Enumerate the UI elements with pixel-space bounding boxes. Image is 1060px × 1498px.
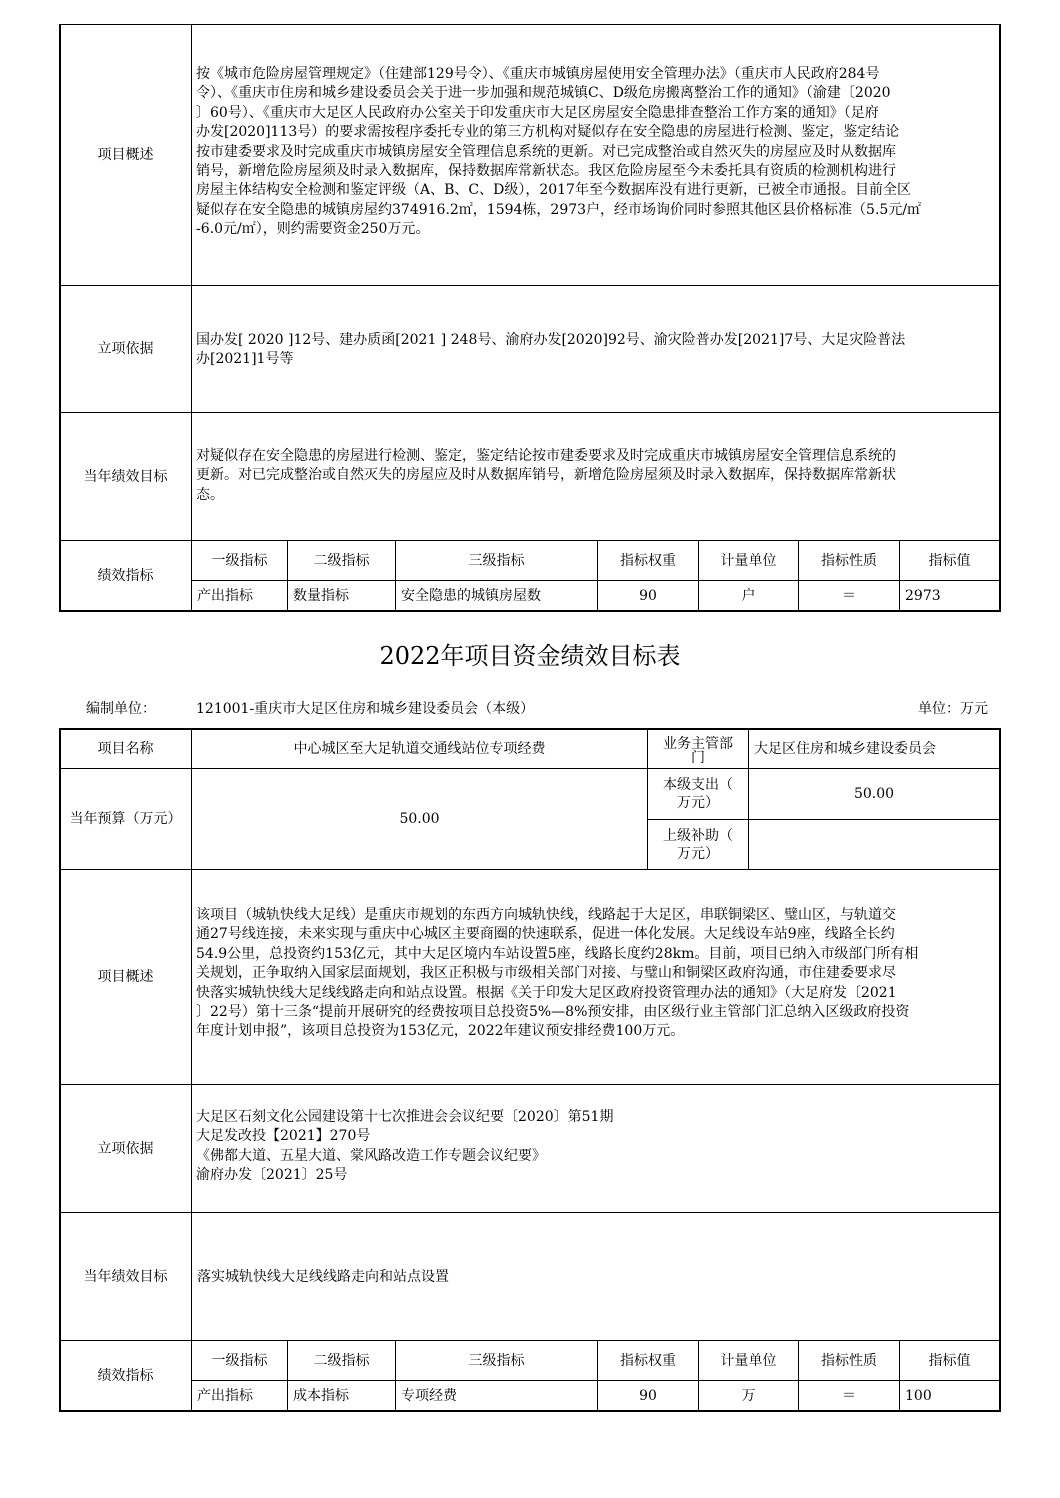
b2-overview-text: 该项目（城轨快线大足线）是重庆市规划的东西方向城轨快线，线路起于大足区，串联铜梁区、璧山区，与轨道交 通27号线连接，未来实现与重庆中心城区主要商圈的快速联系，促进一体化发展。大足线设车站9座，线路全长约 54.9公里，总投资约153亿元，其中大足区境内车站设置5座，线路长度约28km。目前，项目已纳入市级部门所有相 关规划，正争取纳入国家层面规划，我区正积极与市级相关部门对接、与璧山和铜梁区政府沟通，市住建委要求尽 快落实城轨快线大足线线路走向和站点设置。根据《关于印发大足区政府投资管理办法的通知》（大足府发〔2021 〕22号）第十三条“提前开展研究的经费按项目总投资5%—8%预安排，由区级行业主管部门汇总纳入区级政府投资 年度计划申报”，该项目总投资为153亿元，2022年建议预安排经费100万元。 [196,907,919,1040]
header-level3: 三级指标 [468,552,525,569]
b2-budget-label: 当年预算（万元） [69,811,182,827]
b2-local-label: 本级支出（ 万元） [663,777,733,811]
b2-local-value: 50.00 [853,786,895,802]
b1-goal-label: 当年绩效目标 [83,468,168,485]
currency-unit: 单位：万元 [918,701,988,717]
row-level1: 产出指标 [197,1387,253,1404]
row-level1: 产出指标 [197,587,253,604]
row-level2: 成本指标 [293,1387,349,1404]
compile-unit-prefix: 编制单位： [86,701,156,717]
header-weight: 指标权重 [620,1352,676,1369]
header-value: 指标值 [928,552,971,569]
row-weight: 90 [639,587,657,604]
header-unit: 计量单位 [720,552,777,569]
row-level3: 安全隐患的城镇房屋数 [401,587,541,604]
header-level2: 二级指标 [313,1352,370,1369]
row-unit: 户 [741,587,756,604]
header-level2: 二级指标 [313,552,370,569]
header-weight: 指标权重 [620,552,676,569]
row-value: 100 [905,1387,932,1404]
row-nature: ＝ [842,587,856,604]
b2-indicator-label: 绩效指标 [97,1367,154,1384]
page-title: 2022年项目资金绩效目标表 [379,642,681,670]
b2-dept-label: 业务主管部 门 [663,736,733,766]
row-level3: 专项经费 [401,1387,457,1404]
b1-goal-text: 对疑似存在安全隐患的房屋进行检测、鉴定，鉴定结论按市建委要求及时完成重庆市城镇房屋安全管理信息系统的 更新。对已完成整治或自然灭失的房屋应及时从数据库销号，新增危险房屋须及时录入数据库，保持数据库常新状 态。 [196,448,896,503]
row-level2: 数量指标 [293,587,349,604]
b1-overview-label: 项目概述 [97,147,154,163]
b2-upper-value [749,820,999,869]
header-level1: 一级指标 [211,552,268,569]
header-nature: 指标性质 [821,552,877,569]
b1-overview-text: 按《城市危险房屋管理规定》（住建部129号令）、《重庆市城镇房屋使用安全管理办法》（重庆市人民政府284号 令）、《重庆市住房和城乡建设委员会关于进一步加强和规范城镇C、D级危房搬离整治工作的通知》（渝建〔2020 〕60号）、《重庆市大足区人民政府办公室关于印发重庆市大足区房屋安全隐患排查整治工作方案的通知》（足府 办发[2020]113号）的要求需按程序委托专业的第三方机构对疑似存在安全隐患的房屋进行检测、鉴定，鉴定结论 按市建委要求及时完成重庆市城镇房屋安全管理信息系统的更新。对已完成整治或自然灭失的房屋应及时从数据库 销号，新增危险房屋须及时录入数据库，保持数据库常新状态。我区危险房屋至今未委托具有资质的检测机构进行 房屋主体结构安全检测和鉴定评级（A、B、C、D级），2017年至今数据库没有进行更新，已被全市通报。目前全区 疑似存在安全隐患的城镇房屋约374916.2㎡，1594栋，2973户，经市场询价同时参照其他区县价格标准（5.5元/㎡ -6.0元/㎡），则约需要资金250万元。 [196,66,922,238]
b2-upper-label: 上级补助（ 万元） [663,827,733,862]
compile-unit-org: 121001-重庆市大足区住房和城乡建设委员会（本级） [196,701,535,717]
header-nature: 指标性质 [821,1352,877,1369]
b1-basis-text: 国办发[ 2020 ]12号、建办质函[2021 ] 248号、渝府办发[2020]92号、渝灾险普办发[2021]7号、大足灾险普法 办[2021]1号等 [196,332,906,368]
b2-name-value: 中心城区至大足轨道交通线站位专项经费 [293,741,546,757]
header-value: 指标值 [928,1352,971,1369]
row-nature: ＝ [842,1387,856,1404]
b1-basis-label: 立项依据 [97,341,154,357]
header-level3: 三级指标 [468,1352,525,1369]
b2-name-label: 项目名称 [97,741,154,757]
b2-goal-label: 当年绩效目标 [83,1268,168,1285]
b2-overview-label: 项目概述 [97,969,154,985]
row-weight: 90 [639,1387,657,1404]
header-level1: 一级指标 [211,1352,268,1369]
b2-budget-value: 50.00 [399,811,440,827]
b2-basis-text: 大足区石刻文化公园建设第十七次推进会会议纪要〔2020〕第51期 大足发改投【2021】270号 《佛都大道、五星大道、棠风路改造工作专题会议纪要》 渝府办发〔2021〕25号 [196,1109,614,1184]
row-unit: 万 [741,1387,756,1404]
b2-dept-value: 大足区住房和城乡建设委员会 [754,741,936,757]
header-unit: 计量单位 [720,1352,777,1369]
row-value: 2973 [905,587,941,604]
b2-goal-text: 落实城轨快线大足线线路走向和站点设置 [197,1268,449,1285]
b2-basis-label: 立项依据 [97,1140,154,1157]
b1-indicator-label: 绩效指标 [97,567,154,584]
